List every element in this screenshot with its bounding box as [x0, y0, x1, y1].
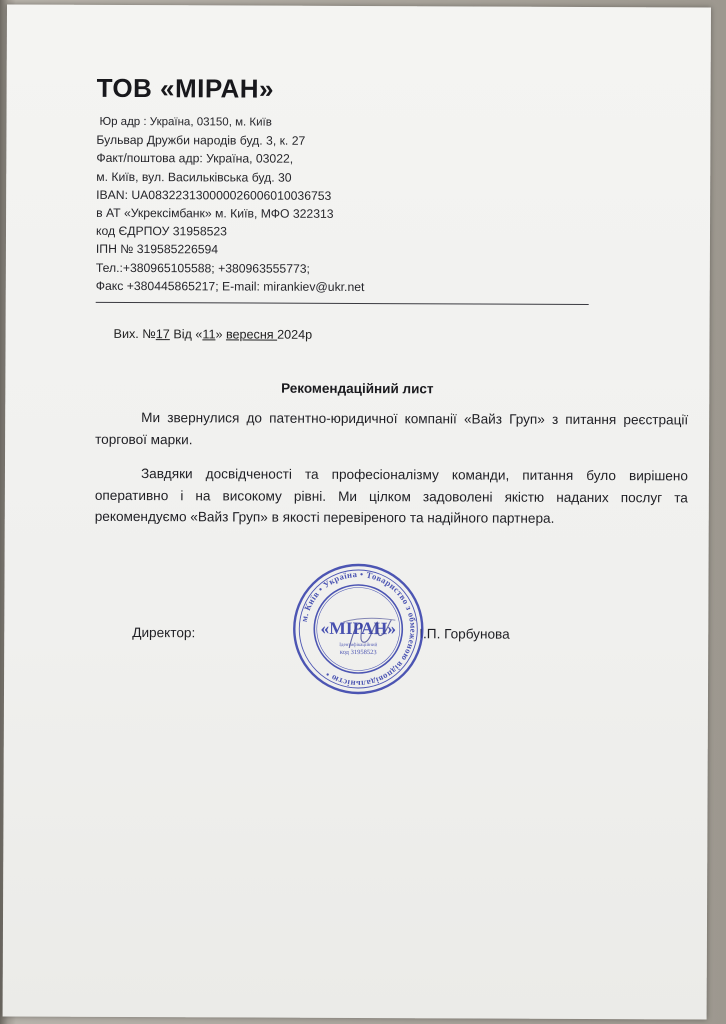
stamp-ring-text: м. Київ • Україна • Товариство з обмеженою відповідальністю • [298, 568, 419, 690]
outgoing-year: 2024р [277, 327, 313, 342]
company-seal-stamp [291, 562, 426, 697]
ipn-line: ІПН № 319585226594 [95, 242, 219, 257]
outgoing-month: вересня [225, 327, 278, 342]
fax-email-line: Факс +380445865217; E-mail: mirankiev@ukr.net [95, 278, 365, 294]
edrpou-line: код ЄДРПОУ 31958523 [95, 224, 227, 239]
address-line: Юр адр : Україна, 03150, м. Київ [99, 115, 272, 129]
outgoing-reference [114, 327, 313, 342]
letter-title: Рекомендаційний лист [281, 380, 434, 397]
outgoing-number: 17 [155, 327, 170, 342]
outgoing-day: 11 [202, 327, 216, 342]
outgoing-from: Від « [169, 327, 203, 342]
outgoing-day-close: » [215, 327, 227, 342]
stamp-center-name: «МІРАН» [320, 617, 397, 639]
bank-line: в АТ «Укрексімбанк» м. Київ, МФО 322313 [96, 205, 334, 221]
letter-body [95, 407, 689, 544]
letter-page [3, 4, 711, 1019]
stamp-subtext: Ідентифікаційний [339, 642, 378, 649]
iban-line: IBAN: UA083223130000026006010036753 [96, 187, 332, 203]
address-line: Бульвар Дружби народів буд. 3, к. 27 [96, 133, 306, 148]
address-line: м. Київ, вул. Васильківська буд. 30 [96, 169, 292, 185]
letterhead-divider [96, 302, 589, 305]
company-name: ТОВ «МІРАН» [96, 72, 275, 104]
address-line: Факт/поштова адр: Україна, 03022, [96, 151, 294, 167]
body-paragraph: Завдяки досвідченості та професіоналізму команди, питання було вирішено оперативно і на високому рівні. Ми цілком задоволені якістю наданих послуг та рекомендуємо «Вайз Груп» в якості перевіреного та надійного партнера. [94, 466, 688, 527]
body-paragraph: Ми звернулися до патентно-юридичної компанії «Вайз Груп» з питання реєстрації торгової марки. [95, 410, 689, 447]
stamp-code: код 31958523 [339, 648, 377, 657]
signatory-name: І.П. Горбунова [419, 626, 510, 642]
signatory-role: Директор: [132, 625, 196, 641]
phone-line: Тел.:+380965105588; +380963555773; [95, 260, 310, 276]
outgoing-prefix: Вих. № [113, 326, 156, 342]
letterhead-address [96, 113, 365, 296]
